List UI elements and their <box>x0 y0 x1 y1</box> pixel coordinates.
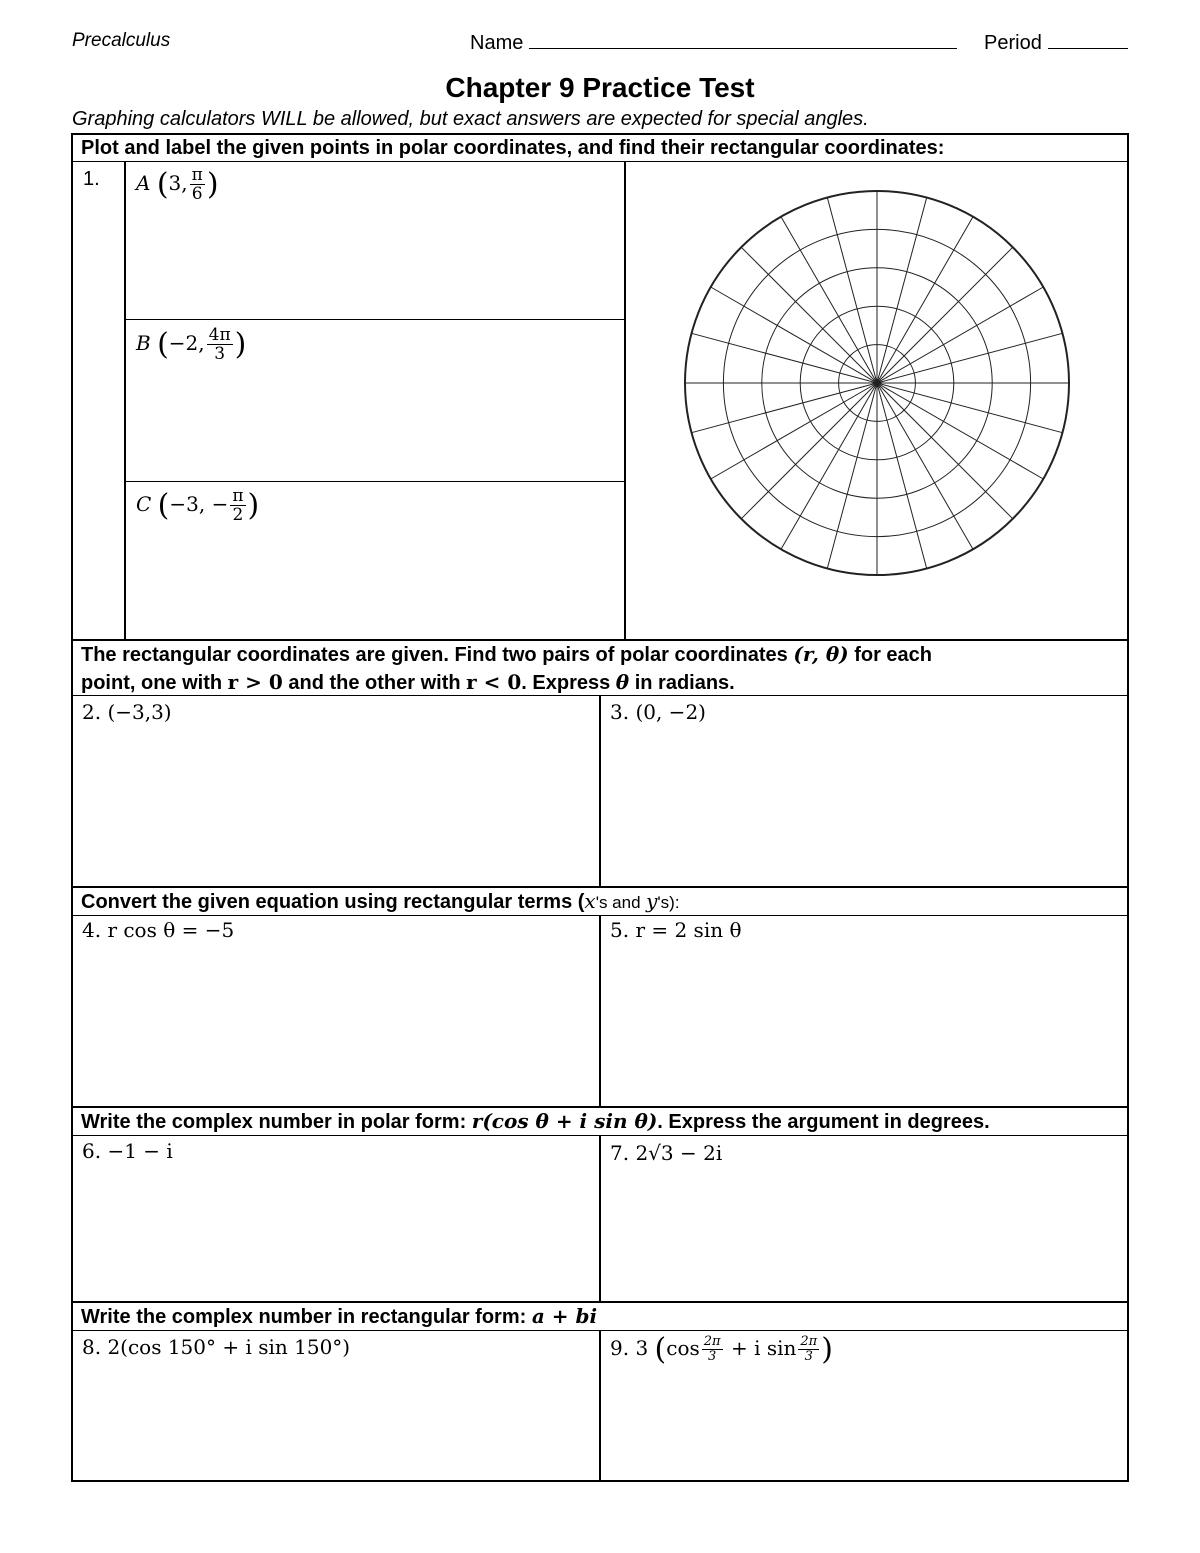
paren: ( <box>157 488 170 523</box>
s3-end: 's): <box>657 893 680 912</box>
period-label: Period <box>984 32 1042 54</box>
divider <box>125 319 624 320</box>
divider <box>71 161 1129 162</box>
question-1-number: 1. <box>83 168 100 190</box>
s2-theta: θ <box>615 670 630 694</box>
question-9 <box>610 1332 833 1367</box>
s3-y: y <box>646 889 658 913</box>
s3-and: 's and <box>595 893 641 912</box>
polar-spoke <box>877 198 927 384</box>
q9-den-1: 3 <box>708 1349 717 1364</box>
polar-spoke <box>877 383 1043 479</box>
s2-text-b: for each <box>854 644 933 666</box>
polar-spoke <box>741 247 877 383</box>
section2-instruction <box>71 641 1129 697</box>
name-field[interactable] <box>470 30 957 55</box>
point-b <box>136 326 246 363</box>
paren: ) <box>247 488 260 523</box>
divider <box>125 481 624 482</box>
point-a-den: 6 <box>191 184 203 204</box>
paren: ) <box>206 167 219 202</box>
name-blank[interactable] <box>529 30 957 49</box>
point-c-den: 2 <box>232 505 244 525</box>
point-c-num: π <box>232 486 244 506</box>
q9-frac-1 <box>702 1335 723 1364</box>
point-a-angle <box>190 166 205 203</box>
point-b-den: 3 <box>214 344 226 364</box>
point-b-r: −2, <box>168 331 205 355</box>
s2-text-c: point, one with <box>81 672 223 694</box>
polar-spoke <box>711 383 877 479</box>
polar-spoke <box>781 217 877 383</box>
page-subtitle: Graphing calculators WILL be allowed, but exact answers are expected for special angles. <box>72 108 869 130</box>
polar-spoke <box>877 217 973 383</box>
question-7: 7. 2√3 − 2i <box>610 1141 723 1165</box>
point-c-r: −3, − <box>169 492 229 516</box>
point-a-r: 3, <box>168 171 188 195</box>
s4-formula: r(cos θ + i sin θ) <box>471 1109 658 1133</box>
s2-text-f: in radians. <box>634 672 735 694</box>
point-b-angle <box>207 326 233 363</box>
s5-formula: a + bi <box>531 1304 598 1328</box>
paren: ) <box>821 1332 833 1367</box>
name-label: Name <box>470 32 524 54</box>
divider <box>124 162 126 639</box>
divider <box>599 1331 601 1481</box>
s2-text-a: The rectangular coordinates are given. Find two pairs of polar coordinates <box>81 644 788 666</box>
divider <box>624 162 626 639</box>
course-label: Precalculus <box>72 30 171 51</box>
polar-spoke <box>877 333 1063 383</box>
paren: ( <box>654 1332 667 1367</box>
section4-instruction <box>71 1108 1129 1136</box>
question-6: 6. −1 − i <box>82 1139 173 1163</box>
s2-rt: (r, θ) <box>793 642 849 666</box>
polar-grid[interactable] <box>680 186 1074 580</box>
s2-text-d: and the other with <box>288 672 461 694</box>
q9-cos: cos <box>666 1336 700 1360</box>
s4-text-b: . Express the argument in degrees. <box>657 1111 990 1133</box>
polar-spoke <box>827 198 877 384</box>
q9-plus: + i sin <box>730 1336 797 1360</box>
s2-cond1: r > 0 <box>227 670 283 694</box>
section1-instruction: Plot and label the given points in polar coordinates, and find their rectangular coordinates: <box>81 137 945 159</box>
divider <box>599 916 601 1106</box>
q9-den-2: 3 <box>804 1349 813 1364</box>
period-field[interactable] <box>984 30 1128 55</box>
q9-prefix: 9. 3 <box>610 1336 649 1360</box>
question-3: 3. (0, −2) <box>610 700 706 724</box>
paren: ( <box>156 167 169 202</box>
polar-spoke <box>781 383 877 549</box>
page-title: Chapter 9 Practice Test <box>445 72 755 103</box>
paren: ) <box>234 327 247 362</box>
polar-spoke <box>877 383 973 549</box>
question-4: 4. r cos θ = −5 <box>82 918 235 942</box>
section3-instruction <box>71 888 1129 916</box>
point-b-label: B <box>136 331 151 355</box>
divider <box>599 1136 601 1301</box>
question-8: 8. 2(cos 150° + i sin 150°) <box>82 1335 351 1359</box>
point-c <box>136 487 259 524</box>
s3-text-a: Convert the given equation using rectangular terms ( <box>81 891 585 913</box>
polar-spoke <box>692 383 878 433</box>
s2-text-e: . Express <box>521 672 611 694</box>
polar-spoke <box>877 247 1013 383</box>
s3-x: x <box>584 889 596 913</box>
polar-spoke <box>711 287 877 383</box>
point-a-num: π <box>191 165 203 185</box>
paren: ( <box>157 327 169 362</box>
point-c-angle <box>230 487 245 524</box>
point-a <box>136 166 219 203</box>
polar-spoke <box>692 333 878 383</box>
polar-spoke <box>877 287 1043 383</box>
polar-spoke <box>741 383 877 519</box>
s5-text-a: Write the complex number in rectangular form: <box>81 1306 527 1328</box>
polar-spoke <box>877 383 1013 519</box>
divider <box>599 696 601 886</box>
question-5: 5. r = 2 sin θ <box>610 918 742 942</box>
q9-num-1: 2π <box>703 1334 721 1349</box>
s4-text-a: Write the complex number in polar form: <box>81 1111 467 1133</box>
q9-frac-2 <box>798 1335 819 1364</box>
point-b-num: 4π <box>208 325 231 345</box>
question-2: 2. (−3,3) <box>82 700 172 724</box>
period-blank[interactable] <box>1048 30 1128 49</box>
polar-spoke <box>827 383 877 569</box>
point-c-label: C <box>136 492 152 516</box>
point-a-label: A <box>136 171 151 195</box>
polar-spoke <box>877 383 927 569</box>
s2-cond2: r < 0 <box>466 670 522 694</box>
polar-grid-lines <box>685 191 1069 575</box>
q9-num-2: 2π <box>800 1334 818 1349</box>
polar-spoke <box>877 383 1063 433</box>
section5-instruction <box>71 1303 1129 1331</box>
